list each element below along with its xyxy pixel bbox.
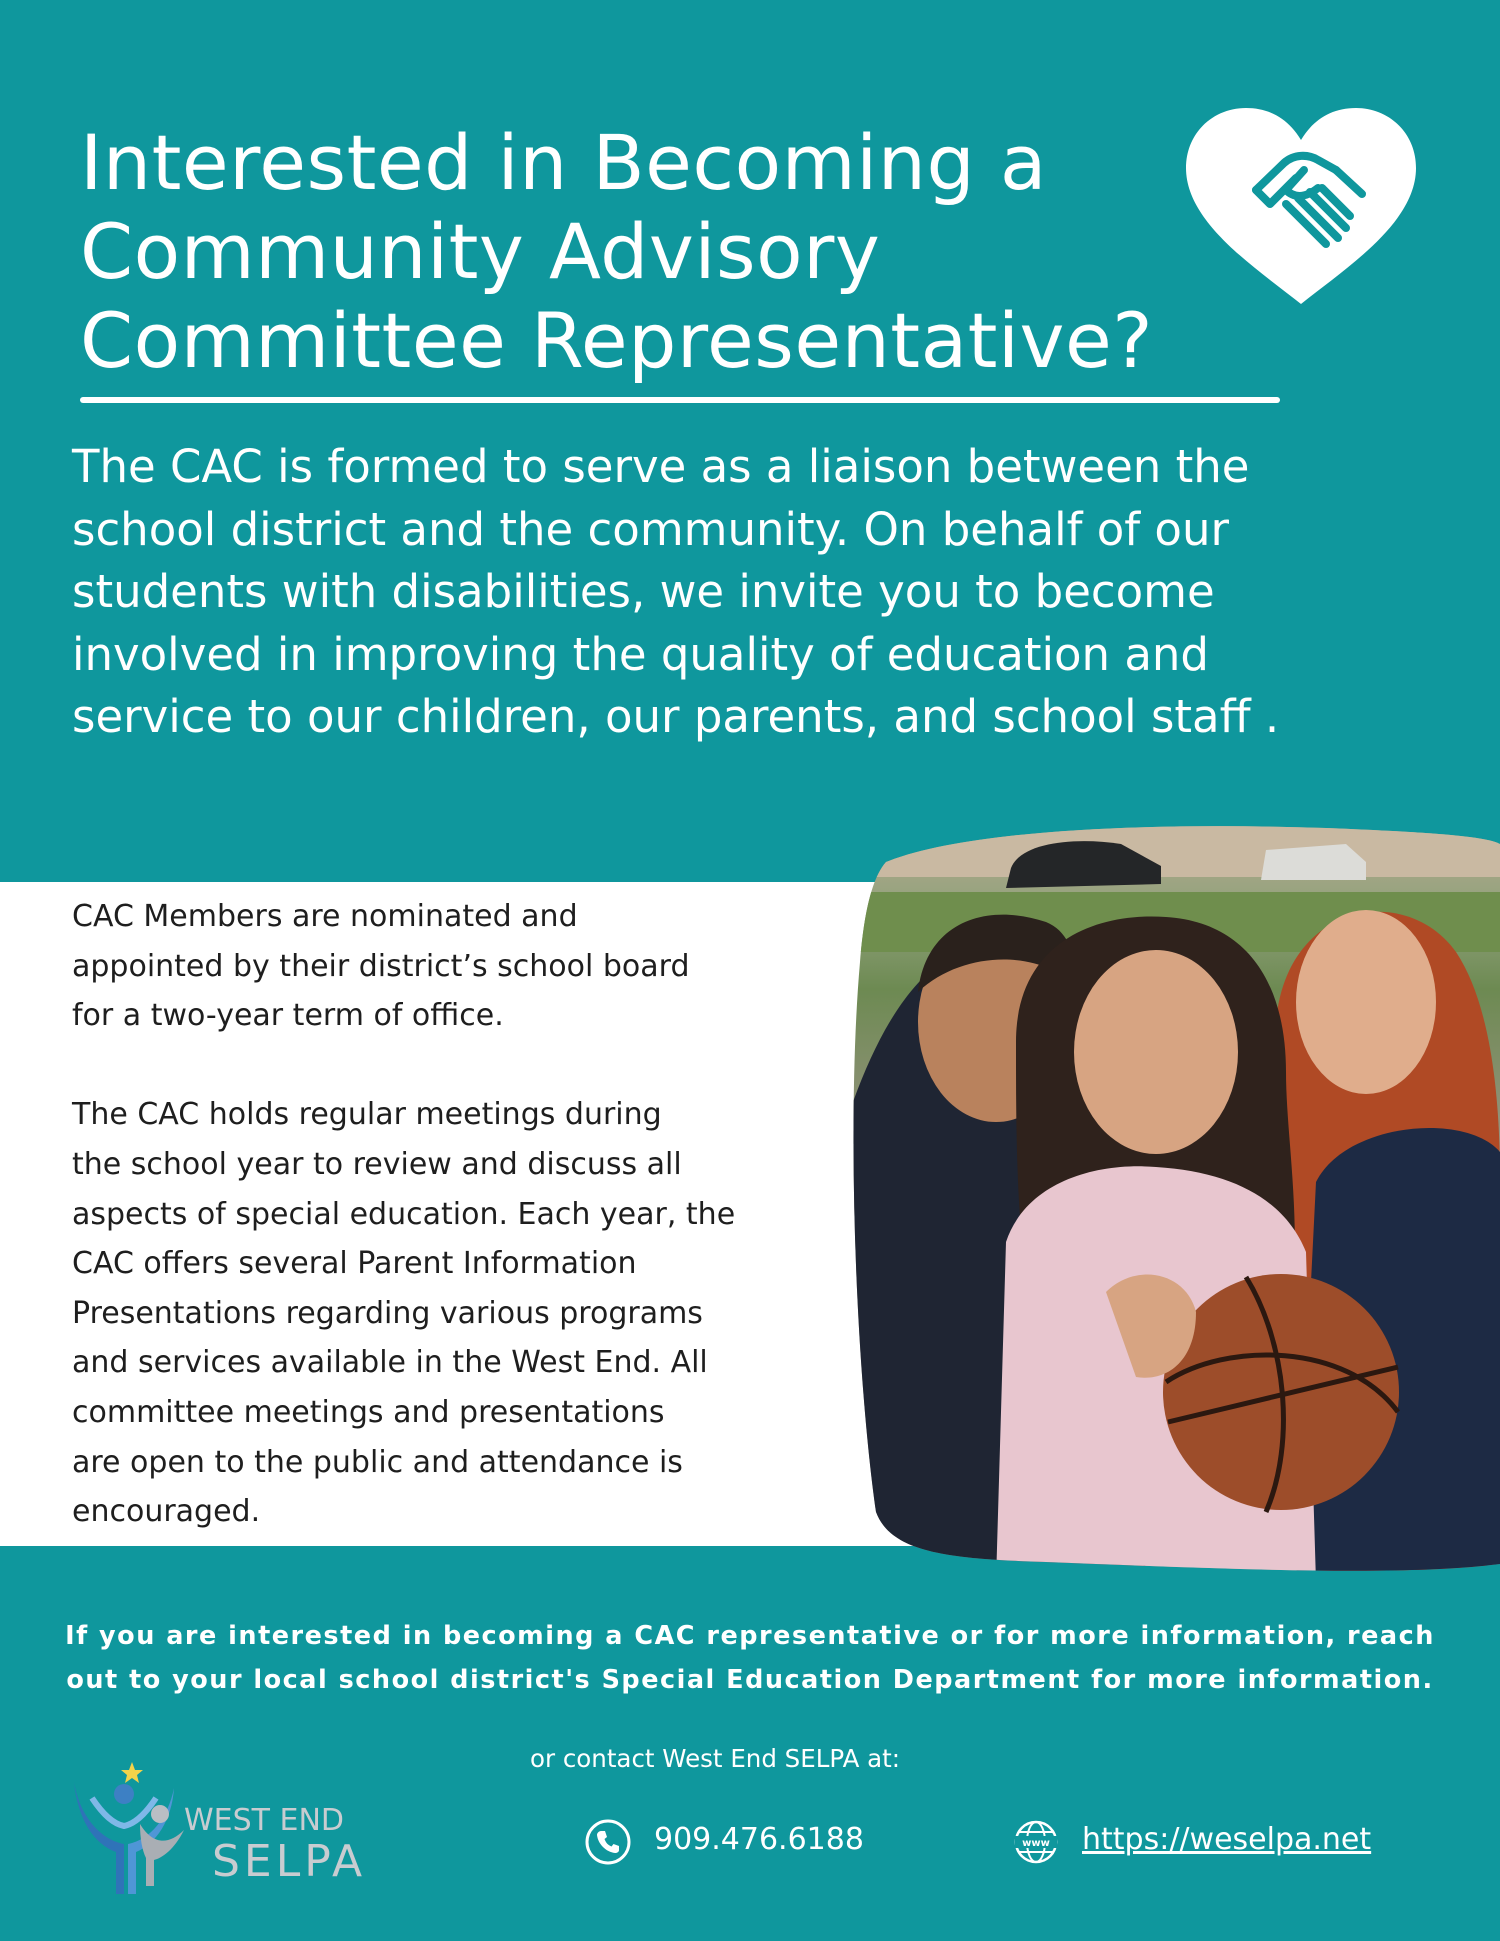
intro-paragraph bbox=[72, 436, 1452, 749]
intro-line: students with disabilities, we invite you to become bbox=[72, 565, 1215, 618]
title-line: Community Advisory bbox=[80, 207, 881, 296]
globe-icon bbox=[1012, 1818, 1060, 1866]
body-line: CAC offers several Parent Information bbox=[72, 1246, 637, 1282]
phone-icon bbox=[584, 1818, 632, 1866]
meetings-paragraph bbox=[72, 1090, 852, 1536]
membership-paragraph bbox=[72, 892, 852, 1041]
body-text bbox=[72, 892, 852, 1537]
www-label: www bbox=[1022, 1838, 1050, 1849]
body-line: the school year to review and discuss all bbox=[72, 1146, 682, 1182]
body-line: Presentations regarding various programs bbox=[72, 1295, 703, 1331]
logo-line-selpa: SELPA bbox=[212, 1836, 367, 1887]
logo-line-west-end: WEST END bbox=[184, 1803, 345, 1838]
body-line: appointed by their district’s school board bbox=[72, 948, 690, 984]
intro-line: school district and the community. On behalf of our bbox=[72, 502, 1229, 556]
heart-hands-icon bbox=[1186, 108, 1416, 304]
body-line: CAC Members are nominated and bbox=[72, 899, 578, 934]
cta-line: out to your local school district's Special Education Department for more information. bbox=[66, 1665, 1434, 1695]
body-line: are open to the public and attendance is bbox=[72, 1444, 683, 1480]
body-line: committee meetings and presentations bbox=[72, 1394, 665, 1430]
website-link[interactable]: https://weselpa.net bbox=[1082, 1822, 1372, 1857]
body-line: The CAC holds regular meetings during bbox=[72, 1097, 662, 1133]
intro-line: involved in improving the quality of education and bbox=[72, 627, 1209, 681]
cta-line: If you are interested in becoming a CAC representative or for more information, reach bbox=[65, 1621, 1435, 1651]
title-line: Committee Representative? bbox=[80, 296, 1154, 385]
family-photo bbox=[846, 822, 1500, 1582]
intro-line: service to our children, our parents, and school staff . bbox=[72, 690, 1280, 743]
body-line: encouraged. bbox=[72, 1494, 261, 1530]
intro-line: The CAC is formed to serve as a liaison between the bbox=[72, 440, 1250, 493]
body-line: aspects of special education. Each year, the bbox=[72, 1196, 736, 1232]
title-line: Interested in Becoming a bbox=[80, 118, 1047, 207]
contact-label: or contact West End SELPA at: bbox=[529, 1744, 900, 1773]
call-to-action bbox=[60, 1614, 1440, 1702]
west-end-selpa-logo bbox=[62, 1758, 422, 1898]
page-title bbox=[80, 118, 1240, 385]
title-divider bbox=[80, 397, 1280, 403]
phone-number[interactable]: 909.476.6188 bbox=[654, 1822, 864, 1857]
body-line: for a two-year term of office. bbox=[72, 998, 504, 1034]
body-line: and services available in the West End. All bbox=[72, 1345, 708, 1381]
